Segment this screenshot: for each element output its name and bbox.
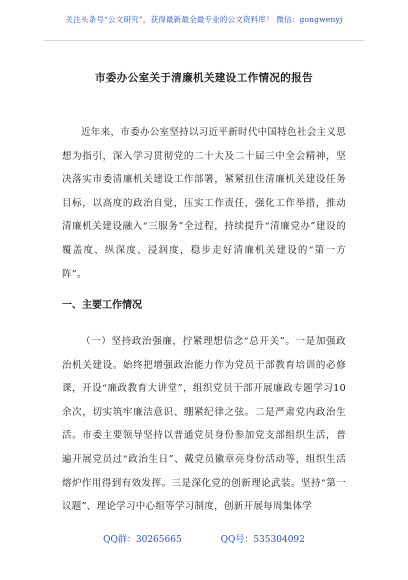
footer-qq-number: QQ号：535304092 [220,535,305,545]
header-banner: 关注头条号“公文研究”，获得最新最全最专业的公文资料库！ 微信：gongwenyj [65,15,343,24]
intro-paragraph: 近年来，市委办公室坚持以习近平新时代中国特色社会主义思想为指引，深入学习贯彻党的二十大及二十届三中全会精神，坚决落实市委清廉机关建设工作部署，紧紧扭住清廉机关建设任务目标，以高度的政治自觉，压实工作责任，强化工作举措，推动清廉机关建设融入“三服务”全过程，持续提升“清廉党办”建设的覆盖度、纵深度、浸润度，稳步走好清廉机关建设的“第一方阵”。 [62,127,346,280]
header-divider [44,40,364,41]
footer [0,532,408,545]
section-paragraph: （一）坚持政治强廉，拧紧理想信念“总开关”。一是加强政治机关建设。始终把增强政治能力作为党员干部教育培训的必修课，开设“廉政教育大讲堂”，组织党员干部开展廉政专题学习10余次，切实筑牢廉洁意识、绷紧纪律之弦。二是严肃党内政治生活。市委主要领导坚持以普通党员身份参加党支部组织生活，普遍开展党员过“政治生日”、戴党员徽章亮身份活动等，组织生活熔炉作用得到有效发挥。三是深化党的创新理论武装。坚持“第一议题”、理论学习中心组等学习制度，创新开展每周集体学 [62,336,346,513]
section-heading: 一、主要工作情况 [62,300,142,311]
document-title: 市委办公室关于清廉机关建设工作情况的报告 [95,72,313,84]
footer-qq-group: QQ群：30265665 [103,535,182,545]
